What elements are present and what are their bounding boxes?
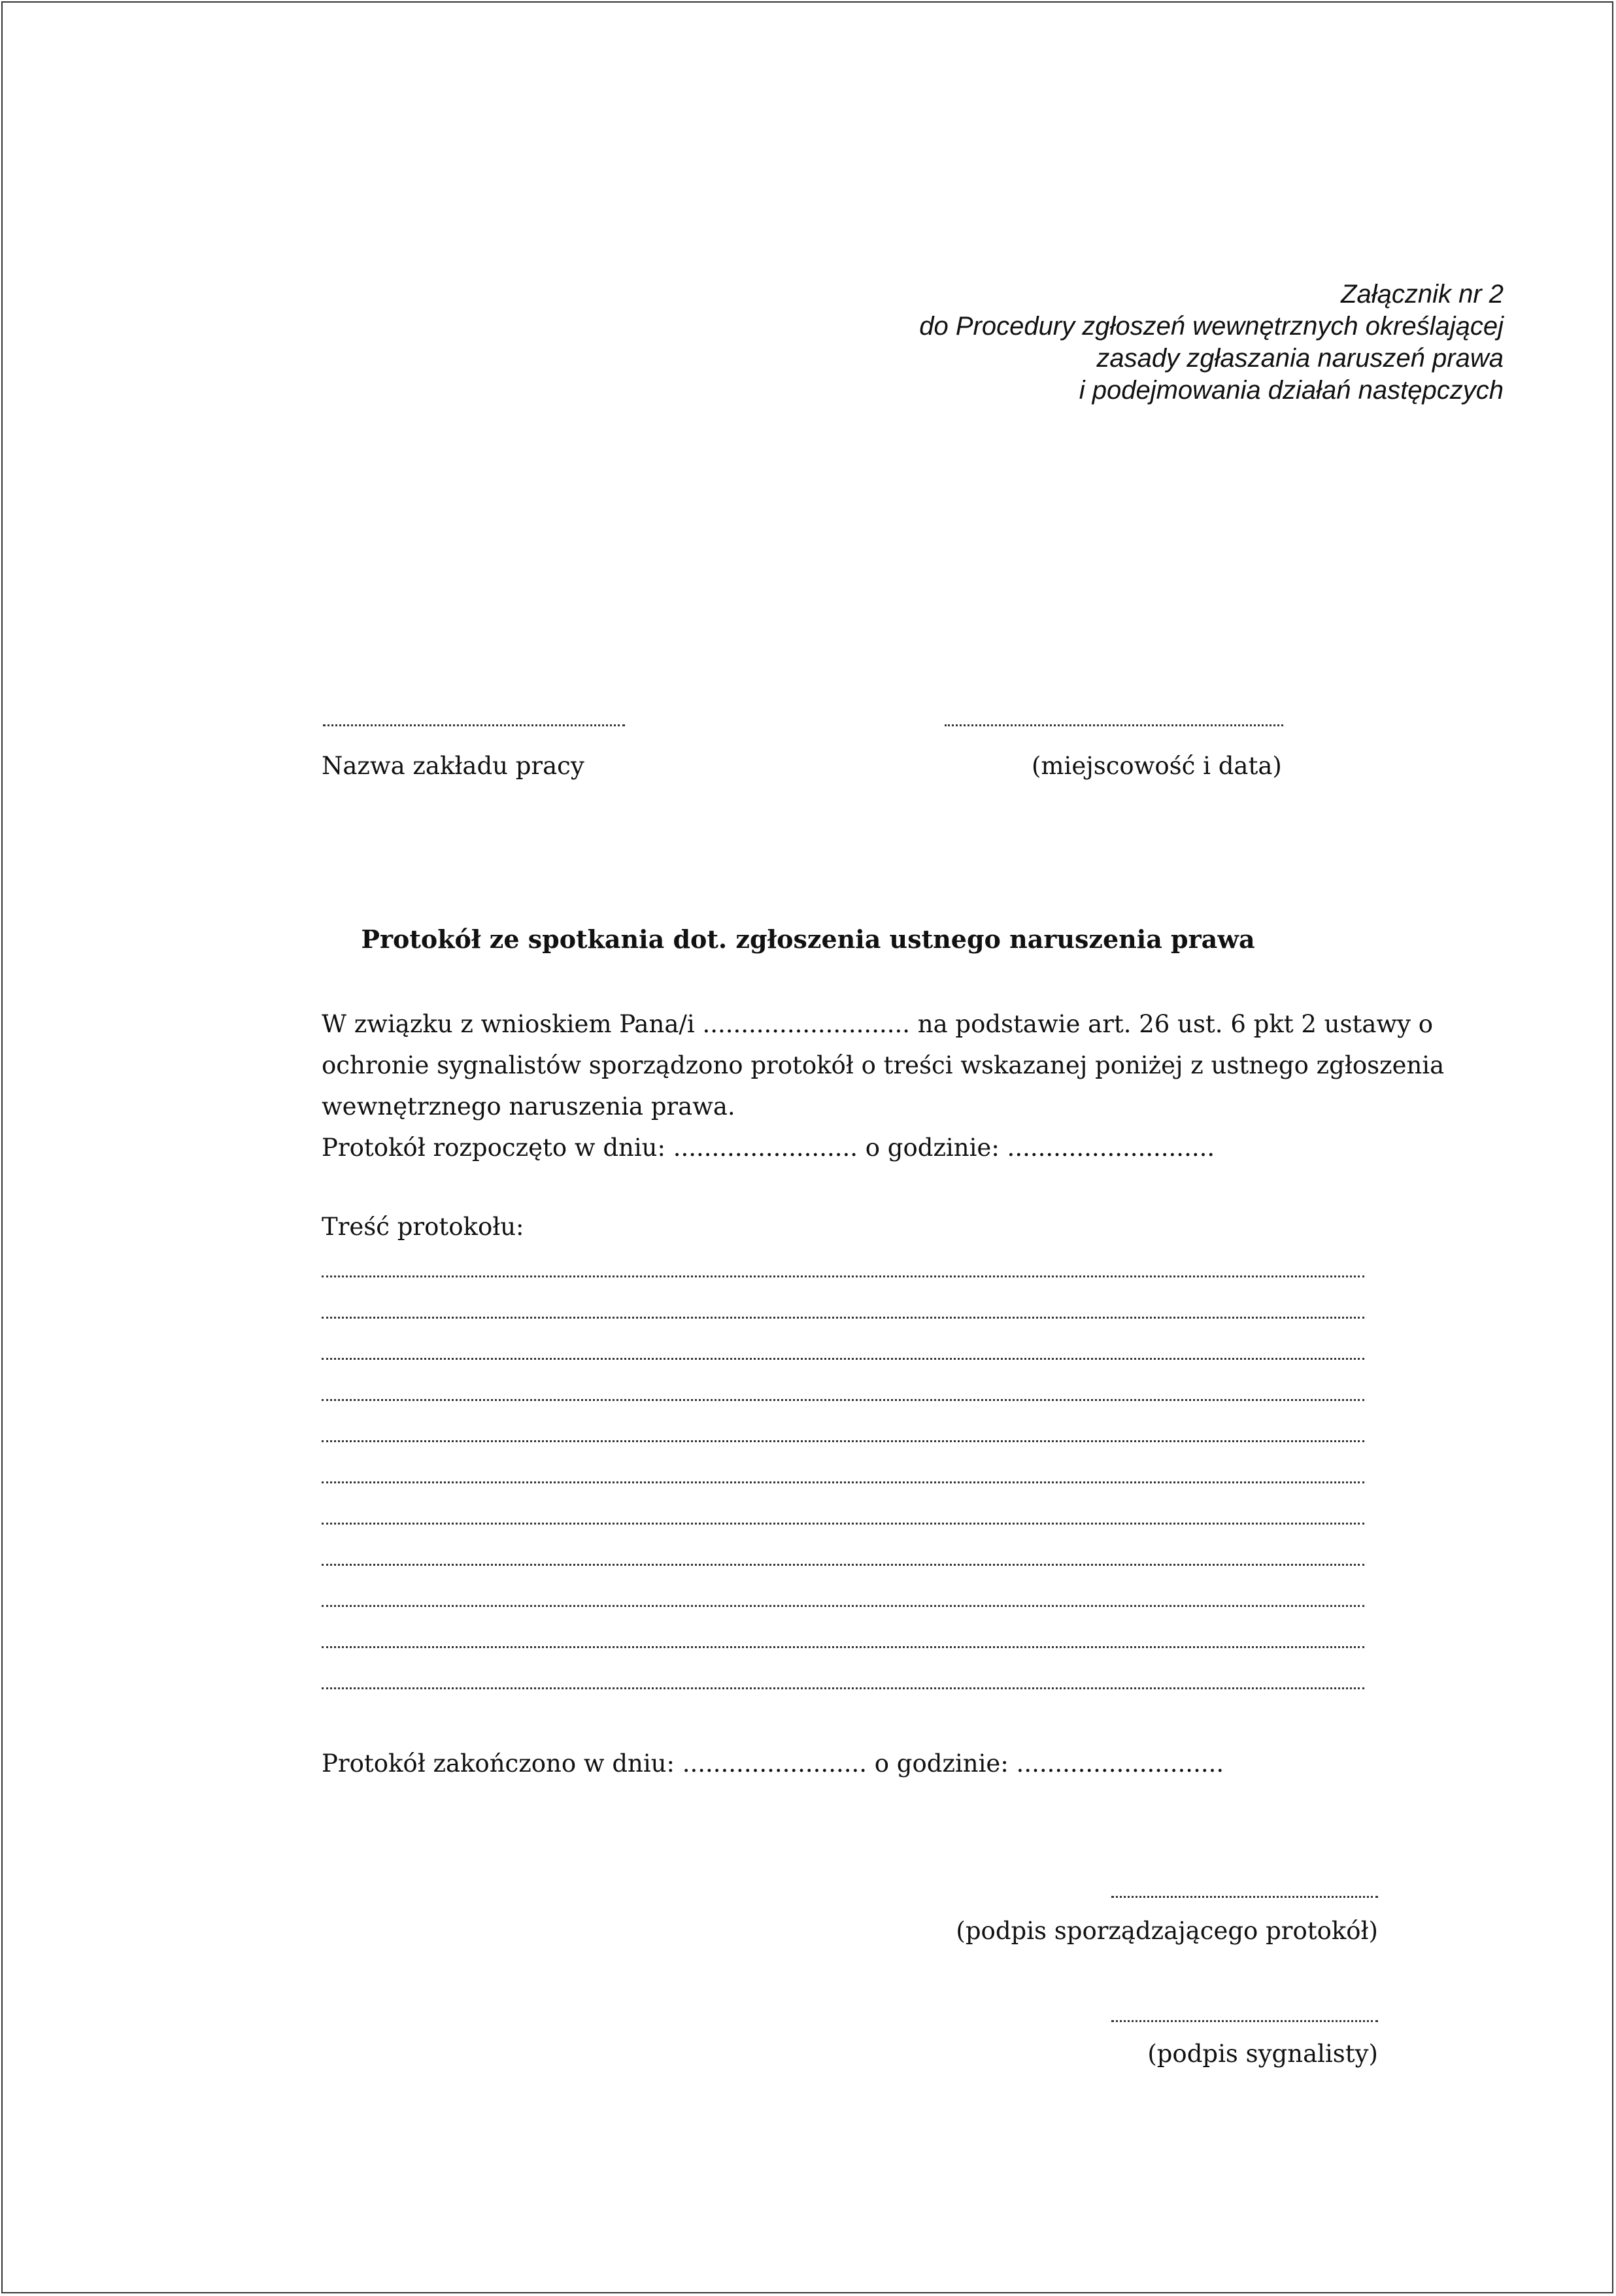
author-signature-label: (podpis sporządzającego protokół) — [956, 1917, 1378, 1945]
intro-line-3: wewnętrznego naruszenia prawa. — [322, 1092, 735, 1121]
content-line — [322, 1360, 1364, 1401]
place-date-field[interactable] — [945, 724, 1283, 726]
content-line — [322, 1442, 1364, 1483]
annex-line-4: i podejmowania działań następczych — [1079, 376, 1504, 405]
protocol-end-line: Protokół zakończono w dniu: ........................ o godzinie: ........................... — [322, 1749, 1224, 1778]
annex-line-3: zasady zgłaszania naruszeń prawa — [1096, 344, 1504, 373]
content-line — [322, 1277, 1364, 1319]
content-line — [322, 1566, 1364, 1607]
protocol-start-line: Protokół rozpoczęto w dniu: ........................ o godzinie: ........................... — [322, 1134, 1215, 1162]
protocol-content-area[interactable] — [322, 1254, 1364, 1689]
whistleblower-signature-label: (podpis sygnalisty) — [1147, 2040, 1378, 2068]
content-line — [322, 1254, 1364, 1277]
content-line — [322, 1648, 1364, 1689]
employer-name-field[interactable] — [323, 724, 625, 726]
intro-line-2: ochronie sygnalistów sporządzono protokół o treści wskazanej poniżej z ustnego zgłoszenia — [322, 1051, 1445, 1079]
document-title: Protokół ze spotkania dot. zgłoszenia ustnego naruszenia prawa — [361, 924, 1255, 954]
content-label: Treść protokołu: — [322, 1213, 524, 1241]
whistleblower-signature-field[interactable] — [1111, 2020, 1378, 2022]
intro-paragraph — [322, 1004, 1445, 1168]
annex-line-1: Załącznik nr 2 — [1341, 280, 1504, 309]
place-date-label: (miejscowość i data) — [1032, 752, 1282, 780]
intro-line-1: W związku z wnioskiem Pana/i ........................... na podstawie art. 26 ust. 6 pkt 2 ustawy o — [322, 1010, 1434, 1038]
content-line — [322, 1319, 1364, 1360]
content-line — [322, 1607, 1364, 1648]
content-line — [322, 1401, 1364, 1442]
content-line — [322, 1525, 1364, 1566]
author-signature-field[interactable] — [1111, 1896, 1378, 1898]
employer-name-label: Nazwa zakładu pracy — [322, 752, 584, 780]
content-line — [322, 1483, 1364, 1525]
annex-header — [719, 279, 1504, 407]
annex-line-2: do Procedury zgłoszeń wewnętrznych określającej — [919, 312, 1504, 341]
